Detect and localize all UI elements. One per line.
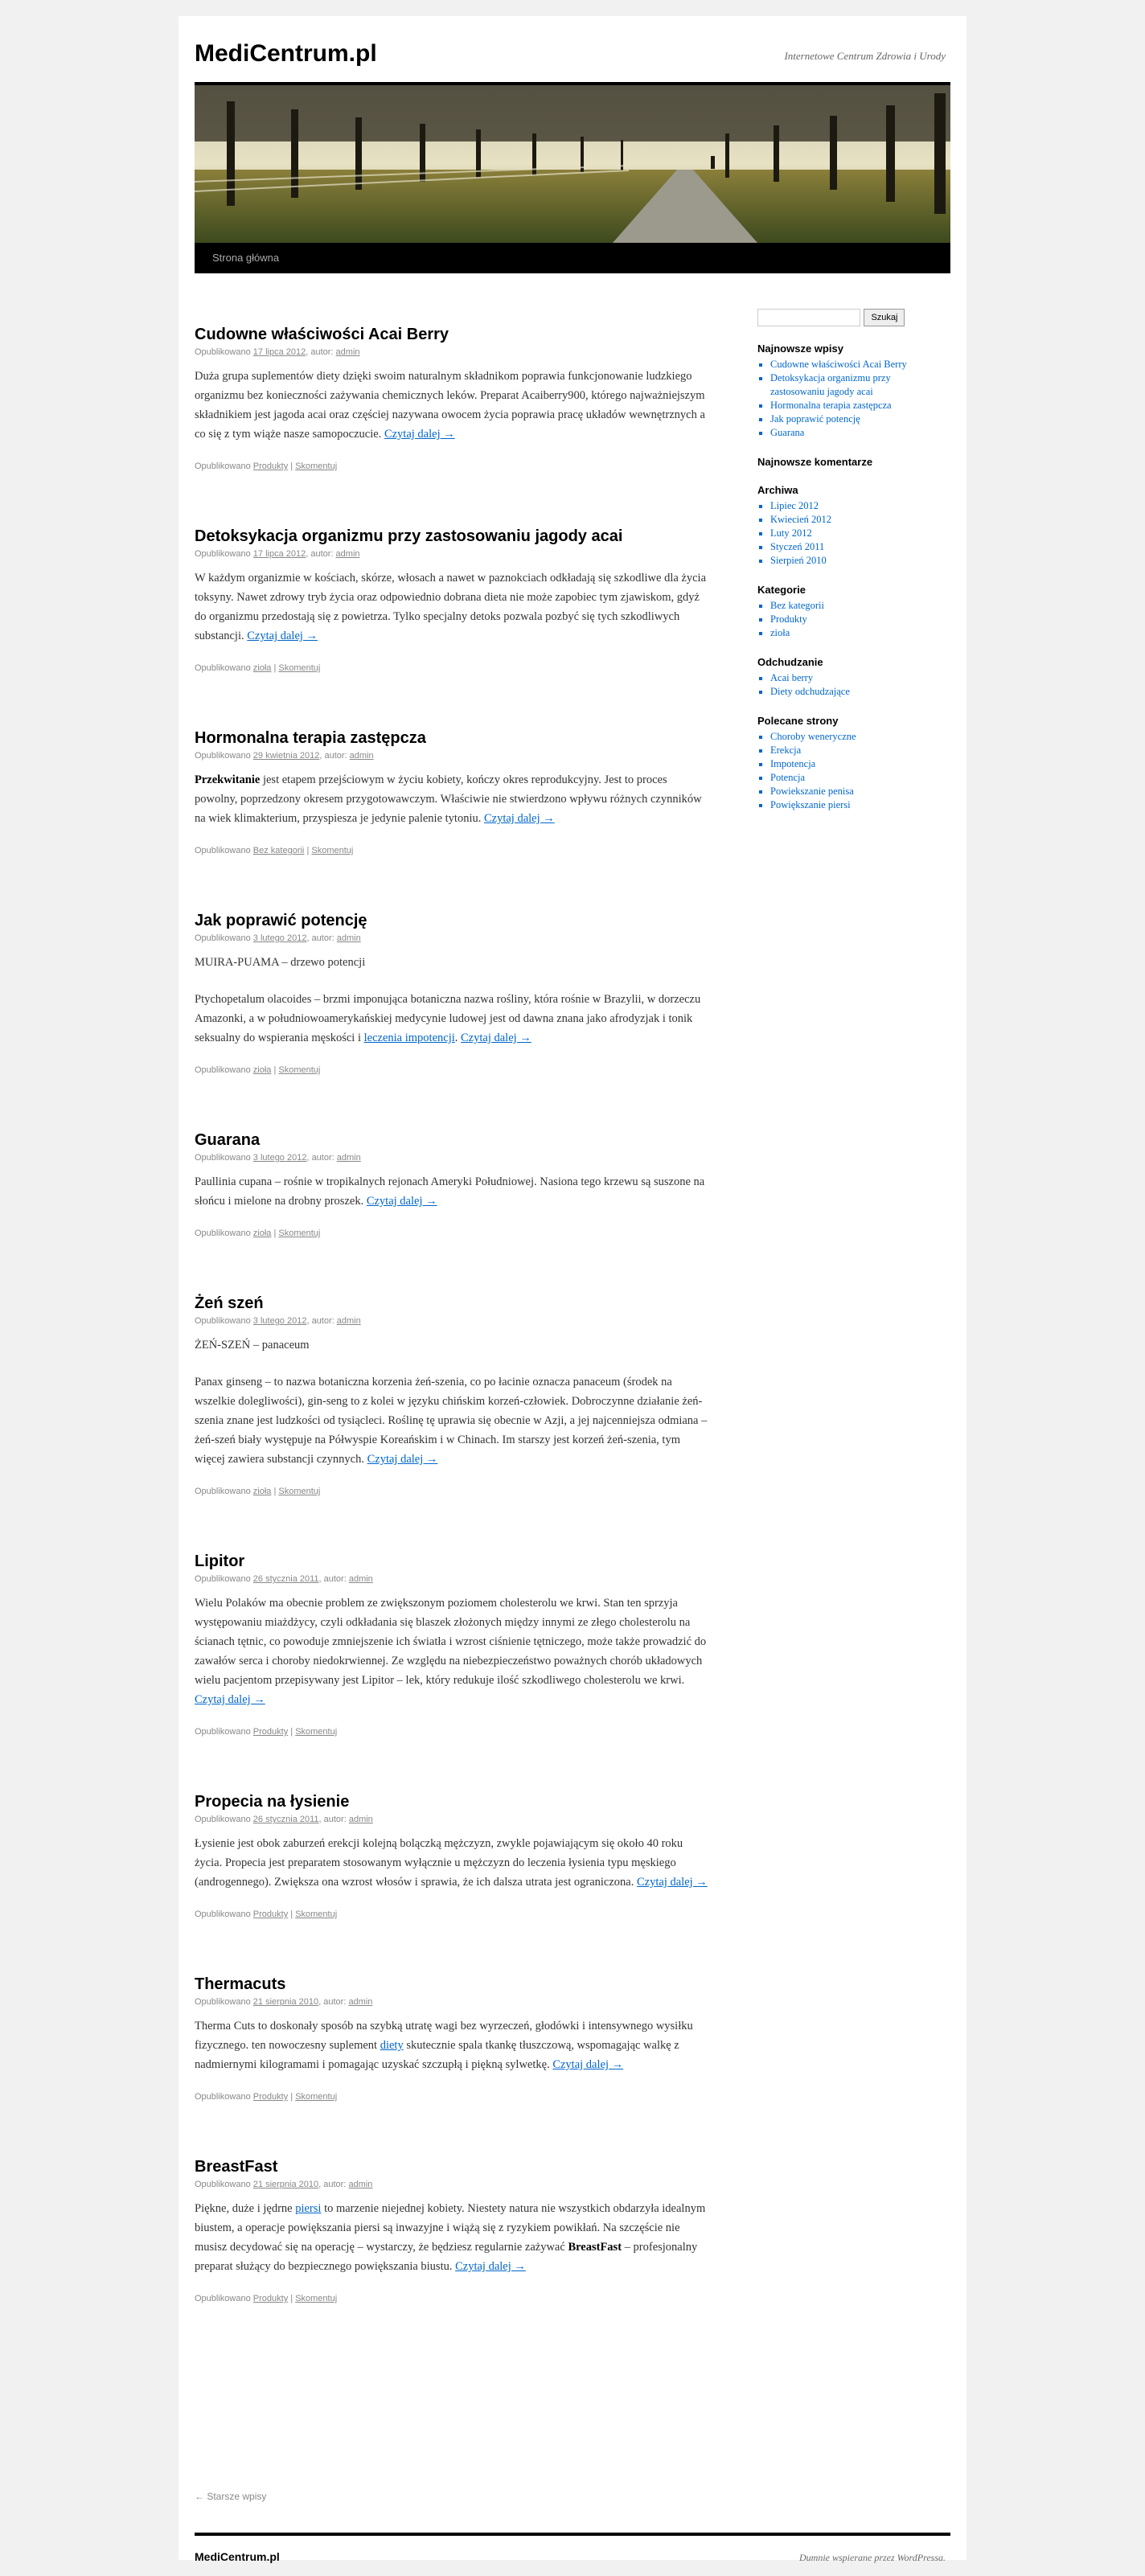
comment-link[interactable]: Skomentuj xyxy=(295,1727,338,1737)
read-more-link[interactable]: Czytaj dalej → xyxy=(552,2058,624,2071)
post-meta xyxy=(195,933,709,943)
post-content xyxy=(195,1335,709,1469)
post-utility xyxy=(195,1065,709,1091)
separator: | xyxy=(290,1727,293,1737)
category-prefix: Opublikowano xyxy=(195,461,251,471)
sidebar-widget xyxy=(757,343,934,440)
post-title-link[interactable]: Żeń szeń xyxy=(195,1294,264,1312)
paragraph-text: Paullinia cupana – rośnie w tropikalnych rejonach Ameryki Południowej. Nasiona tego krzewu są suszone na słońcu i mielone na drobny proszek. xyxy=(195,1175,705,1208)
post-meta xyxy=(195,751,709,761)
post-title-link[interactable]: Detoksykacja organizmu przy zastosowaniu jagody acai xyxy=(195,527,623,545)
post-meta xyxy=(195,1153,709,1163)
main-navigation xyxy=(195,243,950,273)
widget-link[interactable]: Impotencja xyxy=(770,758,816,769)
category-prefix: Opublikowano xyxy=(195,846,251,855)
post-title xyxy=(195,729,709,748)
sidebar-widget xyxy=(757,656,934,699)
widget-list-item xyxy=(770,358,934,371)
paragraph-text: Therma Cuts to doskonały sposób na szybką utratę wagi bez wyrzeczeń, głodówki i intensywnego wysiłku fizycznego. ten nowoczesny suplement xyxy=(195,2020,693,2052)
post-title-link[interactable]: Lipitor xyxy=(195,1553,245,1570)
post-date-link[interactable]: 3 lutego 2012 xyxy=(252,1316,307,1326)
older-posts-link[interactable]: ← Starsze wpisy xyxy=(195,2491,267,2502)
read-more-link[interactable]: Czytaj dalej → xyxy=(461,1032,531,1044)
comment-link[interactable]: Skomentuj xyxy=(295,461,338,471)
post-list xyxy=(195,306,709,2360)
post-meta xyxy=(195,1997,709,2007)
post-author-link[interactable]: admin xyxy=(336,1316,361,1326)
widget-list-item xyxy=(770,613,934,626)
widget-title: Kategorie xyxy=(757,584,806,596)
post-content xyxy=(195,1594,709,1709)
post-utility xyxy=(195,846,709,872)
post-meta xyxy=(195,2180,709,2189)
separator: | xyxy=(273,663,277,673)
sidebar xyxy=(757,309,934,812)
widget-link[interactable]: Kwiecień 2012 xyxy=(770,514,832,525)
widget-title: Polecane strony xyxy=(757,715,839,727)
comment-link[interactable]: Skomentuj xyxy=(295,2092,338,2102)
post-title xyxy=(195,1294,709,1313)
widget-link[interactable]: Bez kategorii xyxy=(770,600,824,611)
post-author-link[interactable]: admin xyxy=(348,1815,373,1824)
widget-link[interactable]: Diety odchudzające xyxy=(770,686,850,697)
widget-list xyxy=(757,671,934,699)
category-prefix: Opublikowano xyxy=(195,2294,251,2303)
sidebar-widget xyxy=(757,715,934,812)
post-author-link[interactable]: admin xyxy=(336,1153,361,1163)
post-content xyxy=(195,770,709,828)
category-link[interactable]: Produkty xyxy=(252,2092,289,2102)
widget-link[interactable]: Potencja xyxy=(770,772,806,783)
post-utility xyxy=(195,2294,709,2320)
category-link[interactable]: Produkty xyxy=(252,2294,289,2303)
widget-link[interactable]: Produkty xyxy=(770,613,807,625)
post xyxy=(195,1975,709,2118)
author-prefix: , autor: xyxy=(306,347,334,357)
post xyxy=(195,326,709,487)
widget-list-item xyxy=(770,426,934,440)
post-meta xyxy=(195,549,709,559)
post-paragraph xyxy=(195,953,709,972)
author-prefix: , autor: xyxy=(306,1153,334,1163)
widget-title: Najnowsze komentarze xyxy=(757,456,873,468)
search-button[interactable]: Szukaj xyxy=(864,309,905,326)
widget-list-item xyxy=(770,371,934,399)
post-meta xyxy=(195,347,709,357)
site-title[interactable]: MediCentrum.pl xyxy=(195,40,377,67)
paragraph-text: Łysienie jest obok zaburzeń erekcji kolejną bolączką mężczyzn, zwykle pojawiającym się około 40 roku życia. Propecia jest preparatem stosowanym wyłącznie u mężczyzn do leczenia łysienia typu męskiego (androgennego). Zwiększa ona wzrost włosów i sprawia, że ich dalsza utrata jest ograniczona. xyxy=(195,1837,683,1889)
widget-link[interactable]: Hormonalna terapia zastępcza xyxy=(770,400,892,411)
comment-link[interactable]: Skomentuj xyxy=(295,2294,338,2303)
category-prefix: Opublikowano xyxy=(195,663,251,673)
footer-credit[interactable]: Dumnie wspierane przez WordPressa. xyxy=(799,2552,946,2563)
widget-link[interactable]: Lipiec 2012 xyxy=(770,500,819,511)
meta-prefix: Opublikowano xyxy=(195,1316,251,1326)
widget-link[interactable]: Cudowne właściwości Acai Berry xyxy=(770,359,907,370)
widget-list-item xyxy=(770,798,934,812)
post-title-link[interactable]: Guarana xyxy=(195,1131,261,1149)
separator: | xyxy=(273,1065,277,1075)
post-date-link[interactable]: 17 lipca 2012 xyxy=(252,549,306,559)
paragraph-text: Duża grupa suplementów diety dzięki swoim naturalnym składnikom poprawia funkcjonowanie ludzkiego organizmu bez konieczności zażywania chemicznych leków. Preparat Acaiberry900, którego najważniejszym składnikiem jest jagoda acai oraz częściej nazywana owocem życia poprawia pracę układów wewnętrznych a co się z tym wiąże nasze samopoczucie. xyxy=(195,370,705,441)
widget-list-item xyxy=(770,554,934,568)
comment-link[interactable]: Skomentuj xyxy=(278,663,321,673)
widget-list-item xyxy=(770,685,934,699)
post-title xyxy=(195,1975,709,1994)
post-meta xyxy=(195,1316,709,1326)
post xyxy=(195,1294,709,1512)
author-prefix: , autor: xyxy=(319,751,347,761)
post-date-link[interactable]: 21 sierpnia 2010 xyxy=(252,1997,319,2007)
comment-link[interactable]: Skomentuj xyxy=(295,1909,338,1919)
read-more-link[interactable]: Czytaj dalej → xyxy=(247,630,318,642)
post-content xyxy=(195,1834,709,1892)
author-prefix: , autor: xyxy=(306,549,334,559)
post-date-link[interactable]: 26 stycznia 2011 xyxy=(252,1574,319,1584)
widget-link[interactable]: Choroby weneryczne xyxy=(770,731,856,742)
post-title xyxy=(195,527,709,546)
post-date-link[interactable]: 3 lutego 2012 xyxy=(252,1153,307,1163)
widget-list-item xyxy=(770,599,934,613)
post-utility xyxy=(195,2092,709,2118)
category-prefix: Opublikowano xyxy=(195,1909,251,1919)
widget-link[interactable]: Erekcja xyxy=(770,744,802,756)
category-link[interactable]: zioła xyxy=(252,663,272,673)
category-link[interactable]: Bez kategorii xyxy=(252,846,305,855)
paragraph-text: to marzenie niejednej kobiety. Niestety natura nie wszystkich obdarzyła idealnym biustem, a operacje powiększania piersi są inwazyjne i wiążą się z ryzykiem powikłań. Na szczęście nie musisz decydować się na operację – wystarczy, że będziesz regularnie zażywać xyxy=(195,2202,706,2254)
meta-prefix: Opublikowano xyxy=(195,751,251,761)
meta-prefix: Opublikowano xyxy=(195,1153,251,1163)
widget-list-item xyxy=(770,744,934,757)
widget-list-item xyxy=(770,626,934,640)
post-meta xyxy=(195,1574,709,1584)
category-prefix: Opublikowano xyxy=(195,1229,251,1238)
widget-list-item xyxy=(770,399,934,412)
post-content xyxy=(195,1172,709,1211)
post-date-link[interactable]: 26 stycznia 2011 xyxy=(252,1815,319,1824)
post-utility xyxy=(195,663,709,689)
sidebar-widget xyxy=(757,584,934,640)
widget-list xyxy=(757,358,934,440)
widget-list-item xyxy=(770,757,934,771)
post-content xyxy=(195,2199,709,2276)
category-prefix: Opublikowano xyxy=(195,1065,251,1075)
widget-link[interactable]: Acai berry xyxy=(770,672,814,683)
post-paragraph xyxy=(195,1372,709,1469)
post-title-link[interactable]: BreastFast xyxy=(195,2158,278,2176)
footer-site-title[interactable]: MediCentrum.pl xyxy=(195,2550,280,2563)
post-author-link[interactable]: admin xyxy=(348,1997,373,2007)
meta-prefix: Opublikowano xyxy=(195,1574,251,1584)
post xyxy=(195,1553,709,1753)
author-prefix: , autor: xyxy=(306,1316,334,1326)
separator: | xyxy=(306,846,310,855)
separator: | xyxy=(290,1909,293,1919)
post-utility xyxy=(195,461,709,487)
post-paragraph xyxy=(195,2199,709,2276)
widget-link[interactable]: Guarana xyxy=(770,427,805,438)
paragraph-text: ŻEŃ-SZEŃ – panaceum xyxy=(195,1339,310,1352)
post-content xyxy=(195,953,709,1048)
post-title xyxy=(195,1131,709,1150)
paragraph-text: Wielu Polaków ma obecnie problem ze zwiększonym poziomem cholesterolu we krwi. Stan ten sprzyja występowaniu miażdżycy, czyli odkładania się blaszek złożonych między innymi ze złego cholesterolu na ścianach tętnic, co powoduje zmniejszenie ich światła i wzrost ciśnienie tętniczego, może także prowadzić do zawałów serca i choroby niedokrwiennej. Ze względu na niebezpieczeństwo poważnych chorób układowych wielu pacjentom przepisywany jest Lipitor – lek, który redukuje ilość szkodliwego cholesterolu we krwi. xyxy=(195,1597,707,1687)
comment-link[interactable]: Skomentuj xyxy=(278,1487,321,1496)
post-title xyxy=(195,912,709,930)
paragraph-text: Piękne, duże i jędrne xyxy=(195,2202,296,2215)
post-date-link[interactable]: 21 sierpnia 2010 xyxy=(252,2180,319,2189)
post-paragraph xyxy=(195,1594,709,1709)
category-link[interactable]: Produkty xyxy=(252,1909,289,1919)
read-more-link[interactable]: Czytaj dalej → xyxy=(455,2260,526,2273)
post-title xyxy=(195,2158,709,2176)
paragraph-text: – profesjonalny preparat służący do bezpiecznego powiększania biustu. xyxy=(195,2241,698,2273)
post-paragraph xyxy=(195,2016,709,2074)
paragraph-text: skutecznie spala tkankę tłuszczową, wspomagając walkę z nadmiernymi kilogramami i pomagając uzyskać szczupłą i piękną sylwetkę. xyxy=(195,2039,679,2071)
widget-link[interactable]: Luty 2012 xyxy=(770,527,812,539)
header-banner-image xyxy=(195,82,950,243)
post-author-link[interactable]: admin xyxy=(349,751,374,761)
post-utility xyxy=(195,1909,709,1935)
post-utility xyxy=(195,1229,709,1254)
post-paragraph xyxy=(195,770,709,828)
widget-list xyxy=(757,499,934,568)
post xyxy=(195,2158,709,2320)
post-author-link[interactable]: admin xyxy=(348,1574,373,1584)
widget-link[interactable]: Jak poprawić potencję xyxy=(770,413,860,425)
paragraph-text: Panax ginseng – to nazwa botaniczna korzenia żeń-szenia, co po łacinie oznacza panaceum (środek na wszelkie dolegliwości), gin-seng to z kolei w języku chińskim korzeń-człowiek. Dobroczynne działanie żeń-szenia znane jest ludzkości od tysiącleci. Roślinę tę uprawia się obecnie w Azji, a jej najcenniejsza odmiana – żeń-szeń biały występuje na Półwyspie Koreańskim i w Chinach. Im starszy jest korzeń żeń-szenia, tym więcej zawiera substancji czynnych. xyxy=(195,1376,708,1466)
post-title xyxy=(195,1793,709,1811)
read-more-link[interactable]: Czytaj dalej → xyxy=(483,812,555,825)
author-prefix: , autor: xyxy=(318,2180,347,2189)
post-author-link[interactable]: admin xyxy=(336,933,361,943)
meta-prefix: Opublikowano xyxy=(195,933,251,943)
read-more-link[interactable]: Czytaj dalej → xyxy=(367,1453,438,1466)
post-author-link[interactable]: admin xyxy=(335,347,360,357)
post xyxy=(195,1793,709,1935)
meta-prefix: Opublikowano xyxy=(195,1997,251,2007)
paragraph-text: W każdym organizmie w kościach, skórze, włosach a nawet w paznokciach odkładają się szkodliwe dla życia toksyny. Nawet zdrowy tryb życia oraz odpowiednio dobrana dieta nie może zapobiec tym zjawiskom, gdyż do organizmu przedostają się z powietrza. Tylko specjalny detoks pozwala pozbyć się tych szkodliwych substancji. xyxy=(195,572,707,642)
post-meta xyxy=(195,1815,709,1824)
post-paragraph xyxy=(195,367,709,444)
separator: | xyxy=(290,461,293,471)
post-paragraph xyxy=(195,990,709,1048)
post-title-link[interactable]: Propecia na łysienie xyxy=(195,1793,350,1811)
widget-title: Najnowsze wpisy xyxy=(757,343,843,355)
sidebar-widget xyxy=(757,456,934,468)
author-prefix: , autor: xyxy=(318,1574,347,1584)
widget-link[interactable]: Sierpień 2010 xyxy=(770,555,827,566)
widget-link[interactable]: Powiększanie piersi xyxy=(770,799,851,810)
post-title-link[interactable]: Hormonalna terapia zastępcza xyxy=(195,729,426,747)
page-wrapper xyxy=(179,16,966,2563)
widget-list xyxy=(757,730,934,812)
meta-prefix: Opublikowano xyxy=(195,1815,251,1824)
separator: | xyxy=(273,1229,277,1238)
post-content xyxy=(195,367,709,444)
widget-list-item xyxy=(770,730,934,744)
meta-prefix: Opublikowano xyxy=(195,2180,251,2189)
paragraph-text: MUIRA-PUAMA – drzewo potencji xyxy=(195,956,366,969)
comment-link[interactable]: Skomentuj xyxy=(311,846,354,855)
inline-link[interactable]: leczenia impotencji xyxy=(363,1032,455,1044)
separator: | xyxy=(290,2092,293,2102)
widget-list xyxy=(757,599,934,640)
comment-link[interactable]: Skomentuj xyxy=(278,1229,321,1238)
search-form xyxy=(757,309,934,326)
widget-list-item xyxy=(770,785,934,798)
category-link[interactable]: Produkty xyxy=(252,1727,289,1737)
widget-link[interactable]: zioła xyxy=(770,627,790,638)
post-paragraph xyxy=(195,1172,709,1211)
post-content xyxy=(195,568,709,646)
widget-list-item xyxy=(770,671,934,685)
paragraph-text: jest etapem przejściowym w życiu kobiety, kończy okres reprodukcyjny. Jest to proces powolny, poprzedzony okresem przygotowawczym. Właściwie nie stwierdzono wpływu różnych czynników na wiek klimakterium, przyspiesza je jedynie palenie tytoniu. xyxy=(195,773,702,825)
widget-list-item xyxy=(770,527,934,540)
post xyxy=(195,912,709,1091)
read-more-link[interactable]: Czytaj dalej → xyxy=(637,1876,708,1889)
post-utility xyxy=(195,1487,709,1512)
widget-title: Odchudzanie xyxy=(757,656,823,668)
post-date-link[interactable]: 17 lipca 2012 xyxy=(252,347,306,357)
widget-area xyxy=(757,343,934,812)
category-link[interactable]: Produkty xyxy=(252,461,289,471)
post-title xyxy=(195,1553,709,1571)
widget-list-item xyxy=(770,771,934,785)
category-link[interactable]: zioła xyxy=(252,1229,272,1238)
post-title-link[interactable]: Cudowne właściwości Acai Berry xyxy=(195,326,449,343)
widget-list-item xyxy=(770,499,934,513)
post-utility xyxy=(195,1727,709,1753)
site-description: Internetowe Centrum Zdrowia i Urody xyxy=(784,50,946,62)
post-date-link[interactable]: 29 kwietnia 2012 xyxy=(252,751,320,761)
paragraph-text: Ptychopetalum olacoides – brzmi imponująca botaniczna nazwa rośliny, która rośnie w Brazylii, w dorzeczu Amazonki, a w południowoamerykańskiej medycynie ludowej jest od dawna znana jako afrodyzjak i tonik seksualny do wspierania męskości i xyxy=(195,993,701,1044)
widget-title: Archiwa xyxy=(757,484,798,496)
meta-prefix: Opublikowano xyxy=(195,347,251,357)
category-prefix: Opublikowano xyxy=(195,2092,251,2102)
footer xyxy=(195,2533,950,2563)
post xyxy=(195,729,709,872)
sidebar-widget xyxy=(757,484,934,568)
post xyxy=(195,527,709,689)
post xyxy=(195,1131,709,1254)
read-more-link[interactable]: Czytaj dalej → xyxy=(366,1195,437,1208)
read-more-link[interactable]: Czytaj dalej → xyxy=(384,428,455,441)
widget-list-item xyxy=(770,513,934,527)
widget-list-item xyxy=(770,412,934,426)
widget-link[interactable]: Detoksykacja organizmu przy zastosowaniu jagody acai xyxy=(770,372,891,397)
category-link[interactable]: zioła xyxy=(252,1065,272,1075)
category-prefix: Opublikowano xyxy=(195,1727,251,1737)
bold-text: Przekwitanie xyxy=(195,773,261,786)
widget-link[interactable]: Styczeń 2011 xyxy=(770,541,825,552)
separator: | xyxy=(273,1487,277,1496)
post-content xyxy=(195,2016,709,2074)
category-link[interactable]: zioła xyxy=(252,1487,272,1496)
search-input[interactable] xyxy=(757,309,860,326)
bold-text: BreastFast xyxy=(568,2241,622,2254)
post-title-link[interactable]: Thermacuts xyxy=(195,1975,286,1993)
separator: | xyxy=(290,2294,293,2303)
post-paragraph xyxy=(195,1834,709,1892)
post-author-link[interactable]: admin xyxy=(348,2180,373,2189)
post-date-link[interactable]: 3 lutego 2012 xyxy=(252,933,307,943)
category-prefix: Opublikowano xyxy=(195,1487,251,1496)
comment-link[interactable]: Skomentuj xyxy=(278,1065,321,1075)
post-paragraph xyxy=(195,1335,709,1355)
post-paragraph xyxy=(195,568,709,646)
nav-home-link[interactable]: Strona główna xyxy=(212,252,280,264)
inline-link[interactable]: diety xyxy=(380,2039,404,2052)
widget-list-item xyxy=(770,540,934,554)
post-title-link[interactable]: Jak poprawić potencję xyxy=(195,912,367,929)
author-prefix: , autor: xyxy=(318,1997,347,2007)
inline-link[interactable]: piersi xyxy=(295,2202,322,2215)
post-author-link[interactable]: admin xyxy=(335,549,360,559)
author-prefix: , autor: xyxy=(318,1815,347,1824)
post-title xyxy=(195,326,709,344)
meta-prefix: Opublikowano xyxy=(195,549,251,559)
read-more-link[interactable]: Czytaj dalej → xyxy=(195,1693,265,1706)
paragraph-text: . xyxy=(454,1032,462,1044)
widget-link[interactable]: Powiekszanie penisa xyxy=(770,786,854,797)
author-prefix: , autor: xyxy=(306,933,334,943)
header xyxy=(195,16,950,273)
